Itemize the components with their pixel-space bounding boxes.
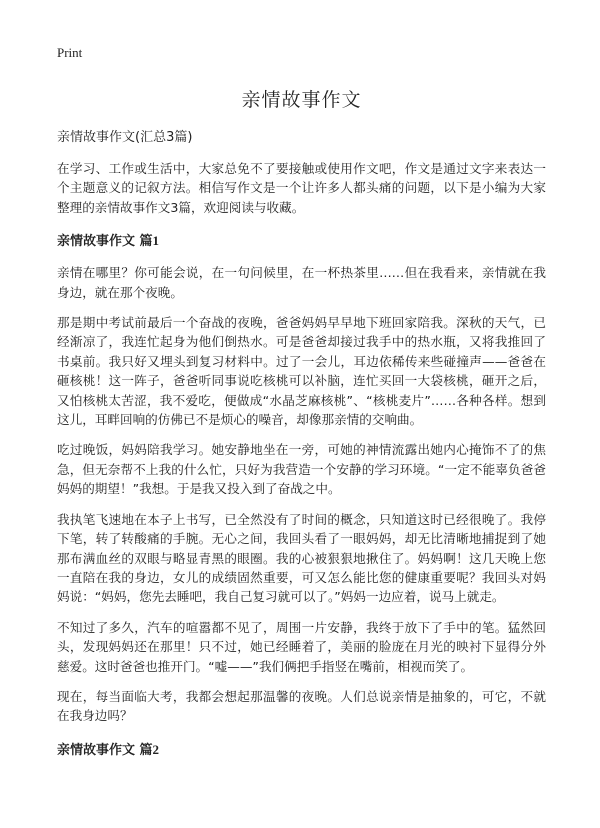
document-title: 亲情故事作文 [241, 89, 362, 111]
section-heading-2-number: 篇2 [139, 741, 160, 757]
print-link[interactable]: Print [57, 45, 83, 60]
section-heading-1 [57, 231, 546, 252]
section1-paragraph-2: 那是期中考试前最后一个奋战的夜晚，爸爸妈妈早早地下班回家陪我。深秋的天气，已经渐凉了，我连忙起身为他们倒热水。可是爸爸却接过我手中的热水瓶，又将我推回了书桌前。我只好又埋头到复习材料中。过了一会儿，耳边依稀传来些碰撞声——爸爸在砸核桃！这一阵子，爸爸听同事说吃核桃可以补脑，连忙买回一大袋核桃，砸开之后，又怕核桃太苦涩，我不爱吃，便做成“水晶芝麻核桃”、“核桃麦片”……各种各样。想到这儿，耳畔回响的仿佛已不是烦心的噪音，却像那亲情的交响曲。 [57, 315, 546, 428]
section-heading-1-number: 篇1 [139, 233, 160, 249]
section1-paragraph-1: 亲情在哪里？你可能会说，在一句问候里，在一杯热茶里……但在我看来，亲情就在我身边，就在那个夜晚。 [57, 265, 546, 300]
intro-paragraph: 在学习、工作或生活中，大家总免不了要接触或使用作文吧，作文是通过文字来表达一个主题意义的记叙方法。相信写作文是一个让许多人都头痛的问题，以下是小编为大家整理的亲情故事作文3篇，欢迎阅读与收藏。 [57, 161, 546, 215]
section1-paragraph-4: 我执笔飞速地在本子上书写，已全然没有了时间的概念，只知道这时已经很晚了。我停下笔，转了转酸痛的手腕。无心之间，我回头看了一眼妈妈，却无比清晰地捕捉到了她那布满血丝的双眼与略显青黑的眼圈。我的心被狠狠地揪住了。妈妈啊！这几天晚上您一直陪在我的身边，女儿的成绩固然重要，可又怎么能比您的健康重要呢？我回头对妈妈说：“妈妈，您先去睡吧，我自己复习就可以了。”妈妈一边应着，说马上就走。 [57, 511, 546, 605]
section1-paragraph-5: 不知过了多久，汽车的喧嚣都不见了，周围一片安静，我终于放下了手中的笔。猛然回头，发现妈妈还在那里！只不过，她已经睡着了，美丽的脸庞在月光的映衬下显得分外慈爱。这时爸爸也推开门。“嘘——”我们俩把手指竖在嘴前，相视而笑了。 [57, 619, 546, 674]
section1-paragraph-6: 现在，每当面临大考，我都会想起那温馨的夜晚。人们总说亲情是抽象的，可它，不就在我身边吗？ [57, 688, 546, 724]
section1-paragraph-3: 吃过晚饭，妈妈陪我学习。她安静地坐在一旁，可她的神情流露出她内心掩饰不了的焦急，但无奈帮不上我的什么忙，只好为我营造一个安静的学习环境。“一定不能辜负爸爸妈妈的期望！”我想。于是我又投入到了奋战之中。 [57, 442, 546, 497]
section-heading-2 [57, 740, 546, 761]
section-heading-2-text: 亲情故事作文 [57, 742, 136, 758]
document-subtitle: 亲情故事作文(汇总3篇) [57, 130, 193, 145]
section-heading-1-text: 亲情故事作文 [57, 234, 136, 250]
